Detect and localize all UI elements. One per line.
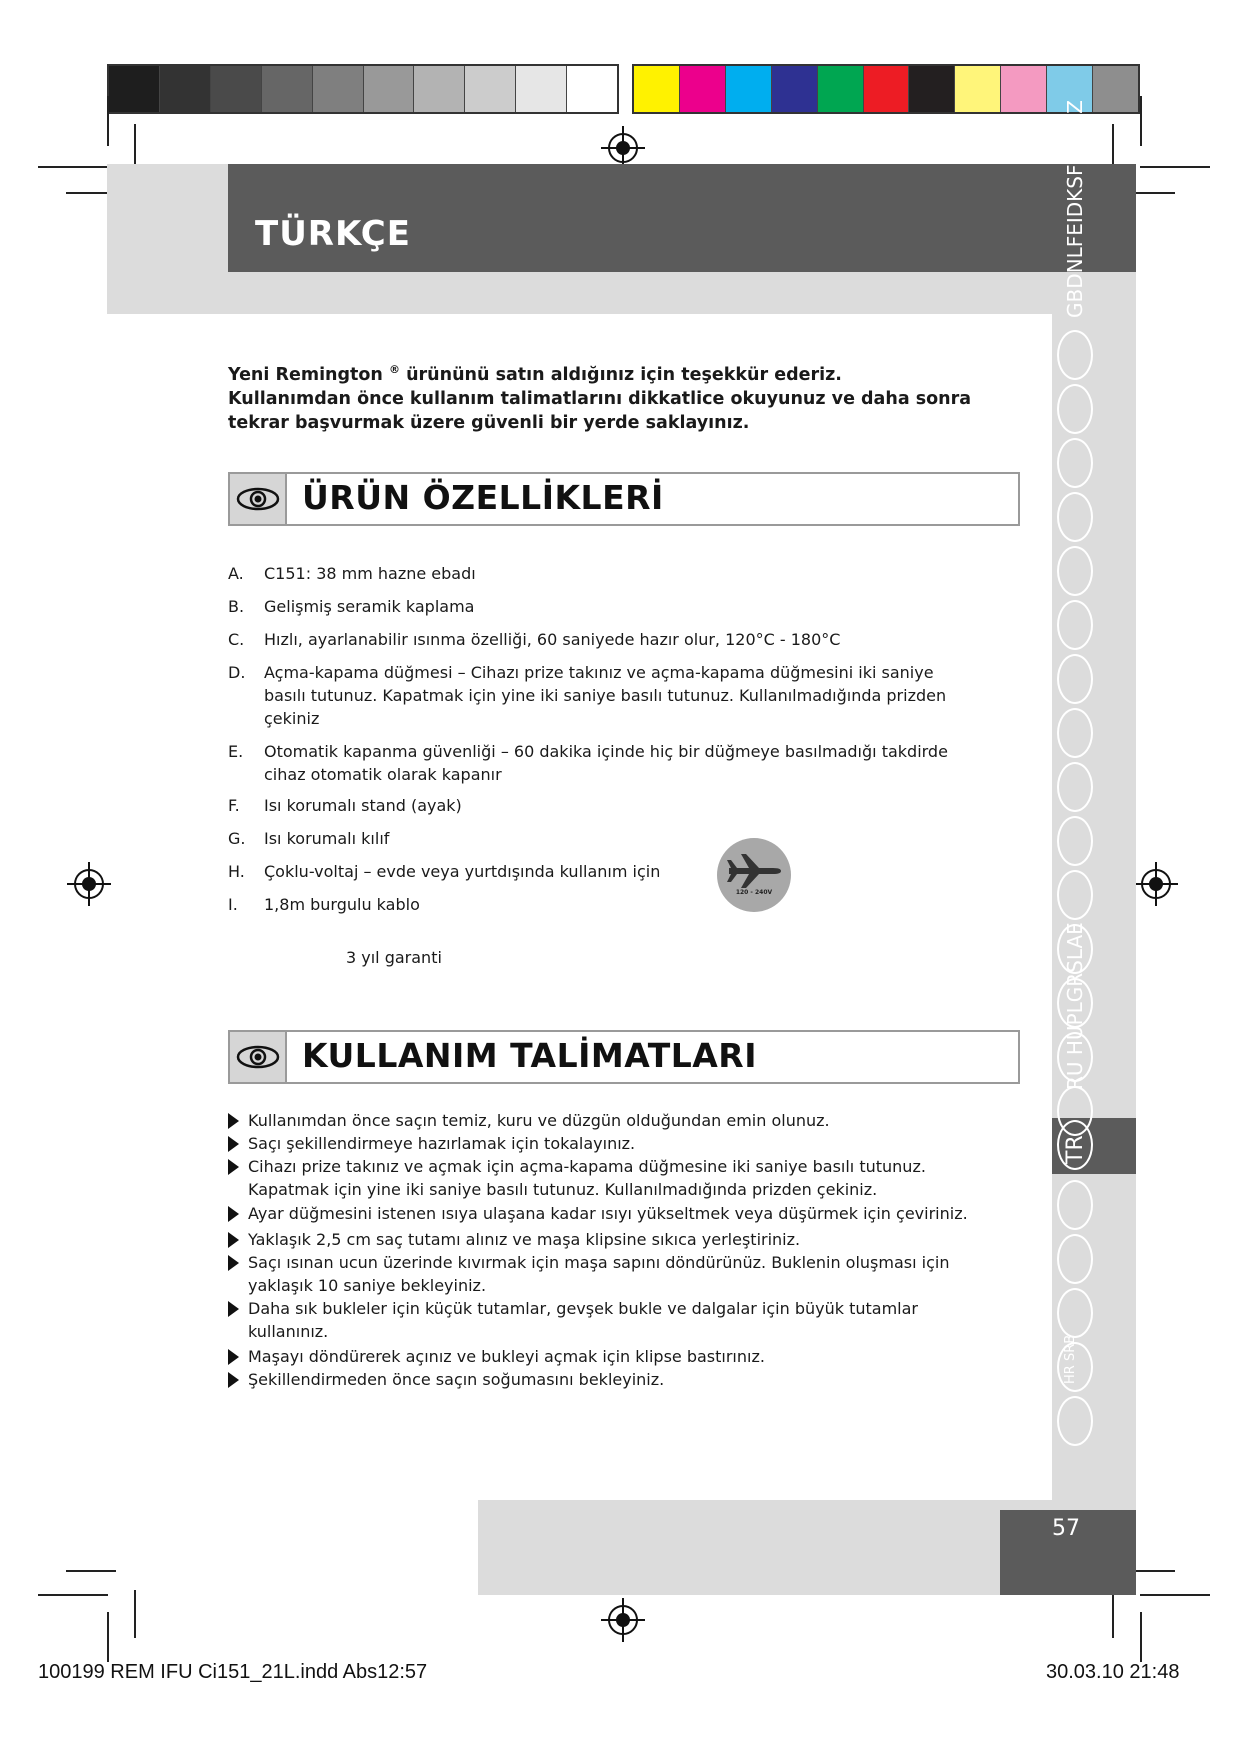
bullet-arrow-icon: [228, 1255, 239, 1271]
intro-text: [228, 358, 1008, 435]
footer-file-info: 100199 REM IFU Ci151_21L.indd Abs12:57: [38, 1661, 428, 1683]
page-number: 57: [1052, 1516, 1080, 1541]
crop-mark: [107, 96, 109, 146]
bullet-arrow-icon: [228, 1301, 239, 1317]
instruction-item: Cihazı prize takınız ve açmak için açma-kapama düğmesine iki saniye basılı tutunuz. Kapatmak için yine iki saniye basılı tutunuz. Kullanılmadığında prizden çekiniz.: [228, 1155, 988, 1201]
eye-icon: [230, 474, 287, 524]
crop-mark: [38, 1594, 108, 1596]
multi-voltage-badge: [717, 838, 791, 912]
tab-oval[interactable]: [1057, 546, 1093, 596]
tab-oval[interactable]: [1057, 1396, 1093, 1446]
instruction-item: Daha sık bukleler için küçük tutamlar, gevşek bukle ve dalgalar için büyük tutamlar kullanınız.: [228, 1297, 988, 1343]
tab-oval[interactable]: [1057, 600, 1093, 650]
crop-mark: [1140, 1612, 1142, 1662]
crop-mark: [38, 166, 108, 168]
crop-mark: [1140, 1594, 1210, 1596]
crop-mark: [66, 1570, 116, 1572]
crop-mark: [107, 1612, 109, 1662]
tab-oval[interactable]: [1057, 330, 1093, 380]
tab-oval[interactable]: [1057, 708, 1093, 758]
crop-mark: [1140, 166, 1210, 168]
intro-line-3: tekrar başvurmak üzere güvenli bir yerde saklayınız.: [228, 412, 750, 433]
tab-oval[interactable]: [1057, 816, 1093, 866]
bullet-arrow-icon: [228, 1136, 239, 1152]
instruction-item: Yaklaşık 2,5 cm saç tutamı alınız ve maşa klipsine sıkıca yerleştiriniz.: [228, 1228, 988, 1251]
crop-mark: [1140, 96, 1142, 146]
tab-oval[interactable]: [1057, 870, 1093, 920]
bullet-arrow-icon: [228, 1113, 239, 1129]
feature-item: E. Otomatik kapanma güvenliği – 60 dakika içinde hiç bir düğmeye basılmadığı takdirde cihaz otomatik olarak kapanır: [228, 742, 948, 784]
tab-oval[interactable]: [1057, 762, 1093, 812]
feature-item: A. C151: 38 mm hazne ebadı: [228, 564, 476, 583]
features-title: ÜRÜN ÖZELLİKLERİ: [302, 478, 664, 517]
instructions-section-header: [228, 1030, 1020, 1084]
instruction-item: Kullanımdan önce saçın temiz, kuru ve düzgün olduğundan emin olunuz.: [228, 1109, 988, 1132]
registration-mark-icon: [601, 1598, 645, 1642]
intro-line-2: Kullanımdan önce kullanım talimatlarını dikkatlice okuyunuz ve daha sonra: [228, 388, 972, 409]
tab-label-bottom: HR SRB: [1063, 1334, 1078, 1384]
feature-item: B. Gelişmiş seramik kaplama: [228, 597, 475, 616]
page-title: TÜRKÇE: [255, 214, 411, 254]
feature-item: D. Açma-kapama düğmesi – Cihazı prize takınız ve açma-kapama düğmesini iki saniye basılı tutunuz. Kapatmak için yine iki saniye basılı tutunuz. Kullanılmadığında prizden çekiniz: [228, 663, 947, 728]
instructions-title: KULLANIM TALİMATLARI: [302, 1036, 757, 1075]
instruction-item: Saçı şekillendirmeye hazırlamak için tokalayınız.: [228, 1132, 988, 1155]
tab-oval[interactable]: [1057, 1234, 1093, 1284]
tab-label-top: GBDNLFEIDKSFPSKCZ: [1063, 100, 1087, 318]
grey-calibration-bar: [107, 64, 619, 114]
bullet-arrow-icon: [228, 1206, 239, 1222]
instruction-item: Ayar düğmesini istenen ısıya ulaşana kadar ısıyı yükseltmek veya düşürmek için çeviriniz.: [228, 1202, 988, 1225]
tab-oval[interactable]: [1057, 384, 1093, 434]
tab-label-mid: RU HUPLGRSLAE: [1063, 922, 1087, 1090]
tab-oval[interactable]: [1057, 1180, 1093, 1230]
bullet-arrow-icon: [228, 1372, 239, 1388]
registration-mark-icon: [67, 862, 111, 906]
warranty-text: 3 yıl garanti: [346, 948, 442, 967]
registration-mark-icon: [1134, 862, 1178, 906]
feature-item: F. Isı korumalı stand (ayak): [228, 796, 462, 815]
tab-oval[interactable]: [1057, 654, 1093, 704]
tab-oval[interactable]: [1057, 492, 1093, 542]
feature-item: G. Isı korumalı kılıf: [228, 829, 390, 848]
badge-voltage-text: 120 - 240V: [735, 889, 773, 896]
crop-mark: [1112, 1590, 1114, 1638]
feature-item: H. Çoklu-voltaj – evde veya yurtdışında kullanım için: [228, 862, 661, 881]
feature-item: I. 1,8m burgulu kablo: [228, 895, 420, 914]
instruction-item: Maşayı döndürerek açınız ve bukleyi açmak için klipse bastırınız.: [228, 1345, 988, 1368]
registered-symbol: ®: [389, 363, 400, 376]
footer-date: 30.03.10 21:48: [1046, 1661, 1180, 1683]
tab-label-active: TR: [1063, 1135, 1088, 1164]
instruction-item: Şekillendirmeden önce saçın soğumasını bekleyiniz.: [228, 1368, 988, 1391]
brand-name: Yeni Remington: [228, 364, 383, 385]
feature-item: C. Hızlı, ayarlanabilir ısınma özelliği, 60 saniyede hazır olur, 120°C - 180°C: [228, 630, 841, 649]
tab-oval[interactable]: [1057, 1288, 1093, 1338]
intro-line-1: ürününü satın aldığınız için teşekkür ederiz.: [400, 364, 842, 385]
eye-icon: [230, 1032, 287, 1082]
features-section-header: [228, 472, 1020, 526]
bullet-arrow-icon: [228, 1159, 239, 1175]
bullet-arrow-icon: [228, 1349, 239, 1365]
bullet-arrow-icon: [228, 1232, 239, 1248]
tab-oval[interactable]: [1057, 438, 1093, 488]
instruction-item: Saçı ısınan ucun üzerinde kıvırmak için maşa sapını döndürünüz. Buklenin oluşması için yaklaşık 10 saniye bekleyiniz.: [228, 1251, 988, 1297]
crop-mark: [134, 1590, 136, 1638]
